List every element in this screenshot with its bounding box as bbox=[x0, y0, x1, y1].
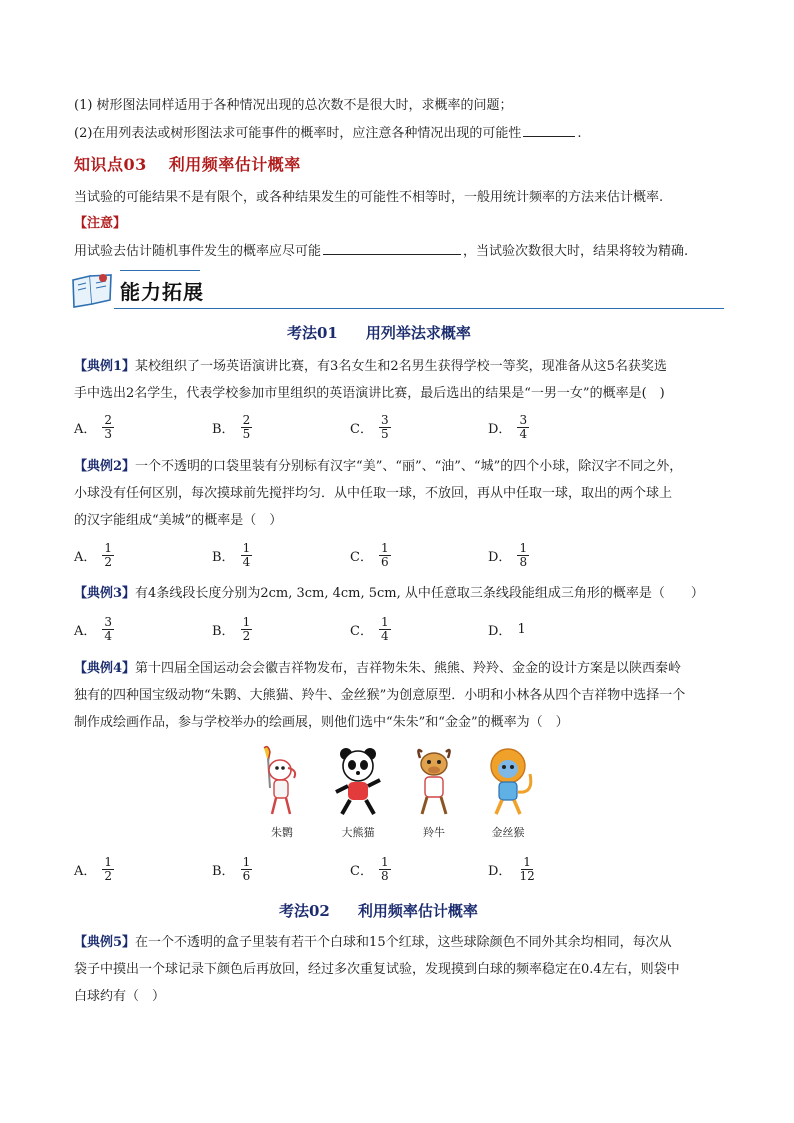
ex4-line-1 bbox=[74, 660, 681, 678]
ex2-tag: 【典例2】 bbox=[74, 459, 136, 474]
ex4-tag: 【典例4】 bbox=[74, 661, 136, 676]
knowledge-point-heading bbox=[74, 152, 323, 175]
open-book-icon bbox=[70, 270, 114, 310]
golden-monkey-mascot-illustration bbox=[476, 744, 540, 822]
ex3-options bbox=[74, 612, 714, 646]
fraction-denominator: 8 bbox=[519, 554, 528, 569]
ex5-text-1: 在一个不透明的盒子里装有若干个白球和15个红球，这些球除颜色不同外其余均相同，每次从 bbox=[135, 935, 672, 950]
fraction-denominator: 2 bbox=[104, 868, 113, 883]
option-fraction bbox=[241, 856, 253, 883]
option-c bbox=[350, 852, 391, 886]
fraction-numerator: 1 bbox=[380, 540, 389, 555]
option-b bbox=[212, 538, 252, 572]
mascot-panda-caption: 大熊猫 bbox=[341, 826, 375, 839]
option-label: C． bbox=[350, 863, 373, 879]
ex5-tag: 【典例5】 bbox=[74, 935, 136, 950]
option-c bbox=[350, 538, 391, 572]
option-d bbox=[488, 852, 537, 886]
option-fraction bbox=[102, 414, 114, 441]
option-label: D． bbox=[488, 623, 512, 639]
fraction-numerator: 1 bbox=[242, 540, 251, 555]
method-02-number: 考法02 bbox=[279, 902, 330, 920]
fraction-denominator: 4 bbox=[380, 628, 389, 643]
option-a bbox=[74, 410, 114, 444]
knowledge-point-number: 知识点03 bbox=[74, 155, 147, 174]
ex1-options bbox=[74, 410, 714, 444]
mascot-ibis-caption: 朱鹮 bbox=[271, 826, 293, 839]
ex4-options bbox=[74, 852, 714, 886]
option-d bbox=[488, 410, 529, 444]
option-label: C． bbox=[350, 549, 373, 565]
knowledge-point-title: 利用频率估计概率 bbox=[168, 155, 301, 174]
ex3-tag: 【典例3】 bbox=[74, 586, 136, 601]
option-label: D． bbox=[488, 863, 512, 879]
ex5-line-2: 袋子中摸出一个球记录下颜色后再放回，经过多次重复试验，发现摸到白球的频率稳定在0.4左右，则袋中 bbox=[74, 962, 680, 977]
fraction-denominator: 5 bbox=[242, 426, 251, 441]
mascot-monkey bbox=[476, 744, 540, 840]
fraction-denominator: 2 bbox=[104, 554, 113, 569]
panda-mascot-illustration bbox=[326, 744, 390, 822]
option-fraction bbox=[241, 542, 253, 569]
option-label: B． bbox=[212, 421, 235, 437]
option-label: A． bbox=[74, 623, 97, 639]
ability-banner bbox=[70, 268, 724, 312]
ex4-text-1: 第十四届全国运动会会徽吉祥物发布，吉祥物朱朱、熊熊、羚羚、金金的设计方案是以陕西秦岭 bbox=[135, 661, 682, 676]
ex1-tag: 【典例1】 bbox=[74, 359, 136, 374]
note-text-a: 用试验去估计随机事件发生的概率应尽可能 bbox=[74, 244, 322, 259]
note-line bbox=[74, 242, 688, 261]
option-b bbox=[212, 612, 252, 646]
ex2-text-1: 一个不透明的口袋里装有分别标有汉字“美”、“丽”、“油”、“城”的四个小球，除汉字不同之外， bbox=[135, 459, 683, 474]
option-fraction bbox=[379, 616, 391, 643]
option-b bbox=[212, 852, 252, 886]
option-label: B． bbox=[212, 863, 235, 879]
ex1-text-1: 某校组织了一场英语演讲比赛，有3名女生和2名男生获得学校一等奖，现准备从这5名获奖选 bbox=[135, 359, 667, 374]
ex2-line-1 bbox=[74, 458, 682, 476]
option-d bbox=[488, 612, 526, 646]
note-text-b: ，当试验次数很大时，结果将较为精确. bbox=[463, 244, 689, 259]
option-label: C． bbox=[350, 421, 373, 437]
option-fraction bbox=[102, 856, 114, 883]
option-b bbox=[212, 410, 252, 444]
fraction-denominator: 12 bbox=[519, 868, 535, 883]
banner-title: 能力拓展 bbox=[120, 280, 204, 304]
ex1-line-1 bbox=[74, 358, 667, 376]
banner-top-rule bbox=[120, 270, 200, 271]
option-label: A． bbox=[74, 549, 97, 565]
ex3-text-1: 有4条线段长度分别为2cm, 3cm, 4cm, 5cm, 从中任意取三条线段能组成三角形的概率是（ ） bbox=[135, 586, 704, 601]
option-label: D． bbox=[488, 549, 512, 565]
intro-line-2-text: (2)在用列表法或树形图法求可能事件的概率时，应注意各种情况出现的可能性 bbox=[74, 126, 522, 141]
ex4-line-2: 独有的四种国宝级动物“朱鹮、大熊猫、羚牛、金丝猴”为创意原型．小明和小林各从四个吉祥物中选择一个 bbox=[74, 688, 686, 703]
fraction-numerator: 3 bbox=[519, 412, 528, 427]
mascot-takin bbox=[402, 744, 466, 840]
fraction-numerator: 2 bbox=[242, 412, 251, 427]
option-c bbox=[350, 410, 391, 444]
option-fraction bbox=[102, 542, 114, 569]
fraction-numerator: 1 bbox=[380, 614, 389, 629]
intro-line-1: (1) 树形图法同样适用于各种情况出现的总次数不是很大时，求概率的问题； bbox=[74, 98, 513, 113]
mascot-figure bbox=[250, 744, 540, 840]
fraction-numerator: 1 bbox=[380, 854, 389, 869]
method-02-title: 利用频率估计概率 bbox=[357, 902, 478, 920]
option-fraction bbox=[379, 856, 391, 883]
mascot-panda bbox=[326, 744, 390, 840]
ex1-line-2: 手中选出2名学生，代表学校参加市里组织的英语演讲比赛，最后选出的结果是“一男一女”的概率是( ) bbox=[74, 386, 665, 401]
ex5-line-3: 白球约有（ ） bbox=[74, 989, 166, 1004]
fraction-numerator: 1 bbox=[104, 854, 113, 869]
mascot-takin-caption: 羚牛 bbox=[423, 826, 445, 839]
option-label: A． bbox=[74, 863, 97, 879]
option-label: D． bbox=[488, 421, 512, 437]
method-01-title: 用列举法求概率 bbox=[365, 324, 471, 342]
fraction-denominator: 8 bbox=[380, 868, 389, 883]
option-a bbox=[74, 538, 114, 572]
note-tag: 【注意】 bbox=[74, 216, 127, 231]
mascot-ibis bbox=[250, 744, 314, 840]
option-a bbox=[74, 612, 114, 646]
fraction-numerator: 3 bbox=[380, 412, 389, 427]
fraction-denominator: 4 bbox=[104, 628, 113, 643]
ibis-mascot-illustration bbox=[250, 744, 314, 822]
fraction-denominator: 4 bbox=[519, 426, 528, 441]
fraction-numerator: 1 bbox=[242, 614, 251, 629]
option-label: A． bbox=[74, 421, 97, 437]
option-fraction bbox=[517, 856, 536, 883]
method-01-number: 考法01 bbox=[287, 324, 338, 342]
ex4-line-3: 制作成绘画作品，参与学校举办的绘画展，则他们选中“朱朱”和“金金”的概率为（ ） bbox=[74, 715, 569, 730]
method-01-heading bbox=[287, 322, 471, 343]
fraction-denominator: 2 bbox=[242, 628, 251, 643]
takin-mascot-illustration bbox=[402, 744, 466, 822]
option-label: B． bbox=[212, 549, 235, 565]
option-a bbox=[74, 852, 114, 886]
fraction-numerator: 1 bbox=[104, 540, 113, 555]
option-value: 1 bbox=[517, 621, 526, 637]
option-fraction bbox=[379, 542, 391, 569]
option-fraction bbox=[241, 616, 253, 643]
fraction-denominator: 5 bbox=[380, 426, 389, 441]
option-label: C． bbox=[350, 623, 373, 639]
ex5-line-1 bbox=[74, 934, 672, 952]
fraction-denominator: 6 bbox=[380, 554, 389, 569]
ex2-line-3: 的汉字能组成“美城”的概率是（ ） bbox=[74, 513, 283, 528]
intro-line-2-end: . bbox=[577, 126, 582, 141]
option-label: B． bbox=[212, 623, 235, 639]
fraction-numerator: 1 bbox=[519, 540, 528, 555]
fraction-numerator: 3 bbox=[104, 614, 113, 629]
option-fraction bbox=[517, 414, 529, 441]
answer-blank bbox=[523, 124, 575, 137]
banner-rule bbox=[114, 308, 724, 309]
fraction-denominator: 3 bbox=[104, 426, 113, 441]
option-d bbox=[488, 538, 529, 572]
mascot-monkey-caption: 金丝猴 bbox=[491, 826, 525, 839]
ex3-line-1 bbox=[74, 585, 704, 603]
fraction-numerator: 1 bbox=[242, 854, 251, 869]
option-c bbox=[350, 612, 391, 646]
option-fraction bbox=[102, 616, 114, 643]
fraction-numerator: 1 bbox=[523, 854, 531, 869]
kp-body: 当试验的可能结果不是有限个，或各种结果发生的可能性不相等时，一般用统计频率的方法来估计概率. bbox=[74, 190, 664, 205]
ex2-options bbox=[74, 538, 714, 572]
note-blank bbox=[323, 242, 461, 255]
method-02-heading bbox=[279, 900, 478, 921]
intro-line-2 bbox=[74, 124, 582, 143]
fraction-denominator: 4 bbox=[242, 554, 251, 569]
fraction-numerator: 2 bbox=[104, 412, 113, 427]
option-fraction bbox=[379, 414, 391, 441]
fraction-denominator: 6 bbox=[242, 868, 251, 883]
option-fraction bbox=[517, 542, 529, 569]
option-fraction bbox=[241, 414, 253, 441]
ex2-line-2: 小球没有任何区别，每次摸球前先搅拌均匀．从中任取一球，不放回，再从中任取一球，取出的两个球上 bbox=[74, 486, 673, 501]
